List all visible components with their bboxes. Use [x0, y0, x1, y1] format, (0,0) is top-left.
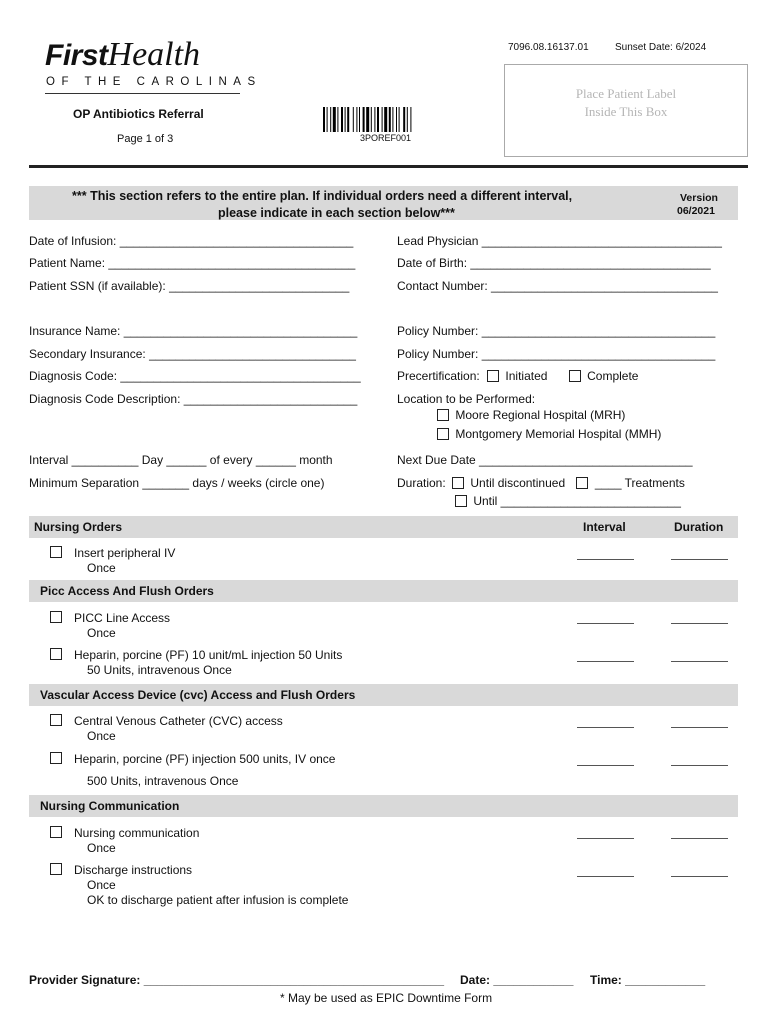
discharge-duration-line[interactable]	[671, 876, 728, 877]
next-due-date-field[interactable]: Next Due Date ________________________________	[397, 453, 693, 467]
heparin-10-duration-line[interactable]	[671, 661, 728, 662]
secondary-insurance-field[interactable]: Secondary Insurance: _______________________________	[29, 347, 356, 361]
heparin-10-title: Heparin, porcine (PF) 10 unit/mL injection 50 Units	[74, 648, 343, 662]
nursing-comm-title: Nursing communication	[74, 826, 200, 840]
picc-access-frequency: Once	[87, 626, 116, 640]
heparin-500-interval-line[interactable]	[577, 765, 634, 766]
nursing-orders-title: Nursing Orders	[34, 520, 123, 534]
label-box-line2: Inside This Box	[584, 104, 668, 119]
insurance-name-field[interactable]: Insurance Name: ___________________________________	[29, 324, 358, 338]
provider-signature-field[interactable]: Provider Signature: _____________________________________________	[29, 973, 445, 987]
discharge-frequency: Once	[87, 878, 116, 892]
picc-access-checkbox[interactable]	[50, 611, 62, 623]
location-mmh-row	[437, 427, 661, 441]
signature-time-field[interactable]: Time: ____________	[590, 973, 706, 987]
form-title: OP Antibiotics Referral	[73, 107, 204, 121]
banner-line1: *** This section refers to the entire plan. If individual orders need a different interval,	[72, 189, 573, 203]
picc-access-duration-line[interactable]	[671, 623, 728, 624]
discharge-note: OK to discharge patient after infusion is complete	[87, 893, 349, 907]
minimum-separation-field[interactable]: Minimum Separation _______ days / weeks (circle one)	[29, 476, 325, 490]
interval-column-header: Interval	[583, 520, 626, 534]
location-mrh-row	[437, 408, 625, 422]
discharge-interval-line[interactable]	[577, 876, 634, 877]
barcode	[323, 107, 457, 132]
patient-ssn-field[interactable]: Patient SSN (if available): ___________________________	[29, 279, 350, 293]
sunset-date: Sunset Date: 6/2024	[615, 42, 707, 53]
heparin-10-interval-line[interactable]	[577, 661, 634, 662]
label-box-line1: Place Patient Label	[575, 86, 677, 101]
version-label: Version	[680, 192, 718, 204]
header-rule	[29, 165, 748, 168]
epic-downtime-note: * May be used as EPIC Downtime Form	[280, 991, 493, 1005]
precert-complete-label: Complete	[587, 369, 639, 383]
cvc-access-interval-line[interactable]	[577, 727, 634, 728]
insert-iv-checkbox[interactable]	[50, 546, 62, 558]
location-mrh-checkbox[interactable]	[437, 409, 449, 421]
policy-number-field[interactable]: Policy Number: ___________________________________	[397, 324, 716, 338]
heparin-500-duration-line[interactable]	[671, 765, 728, 766]
duration-row	[397, 476, 685, 490]
logo-underline	[45, 93, 240, 94]
precertification-row	[397, 369, 638, 383]
page-indicator: Page 1 of 3	[117, 133, 174, 145]
treatments-checkbox[interactable]	[576, 477, 588, 489]
heparin-500-title: Heparin, porcine (PF) injection 500 units, IV once	[74, 752, 336, 766]
discharge-title: Discharge instructions	[74, 863, 193, 877]
picc-access-interval-line[interactable]	[577, 623, 634, 624]
precertification-label: Precertification:	[397, 369, 480, 383]
logo-health: Health	[107, 36, 201, 73]
secondary-policy-number-field[interactable]: Policy Number: ___________________________________	[397, 347, 716, 361]
lead-physician-field[interactable]: Lead Physician ____________________________________	[397, 234, 722, 248]
version-value: 06/2021	[677, 205, 715, 217]
nursing-orders-header	[29, 516, 738, 538]
insert-iv-duration-line[interactable]	[671, 559, 728, 560]
patient-name-field[interactable]: Patient Name: _____________________________________	[29, 256, 356, 270]
nursing-comm-checkbox[interactable]	[50, 826, 62, 838]
diagnosis-description-field[interactable]: Diagnosis Code Description: __________________________	[29, 392, 358, 406]
form-number: 7096.08.16137.01	[508, 42, 589, 53]
location-mmh-label: Montgomery Memorial Hospital (MMH)	[455, 427, 662, 441]
discharge-checkbox[interactable]	[50, 863, 62, 875]
interval-field[interactable]: Interval __________ Day ______ of every ______ month	[29, 453, 333, 467]
precert-initiated-label: Initiated	[505, 369, 548, 383]
cvc-access-frequency: Once	[87, 729, 116, 743]
precert-complete-checkbox[interactable]	[569, 370, 581, 382]
picc-section-title: Picc Access And Flush Orders	[40, 584, 214, 598]
insert-iv-title: Insert peripheral IV	[74, 546, 176, 560]
logo	[45, 36, 200, 76]
heparin-500-detail: 500 Units, intravenous Once	[87, 774, 239, 788]
barcode-text: 3POREF001	[360, 133, 412, 143]
insert-iv-frequency: Once	[87, 561, 116, 575]
diagnosis-code-field[interactable]: Diagnosis Code: ____________________________________	[29, 369, 361, 383]
location-mmh-checkbox[interactable]	[437, 428, 449, 440]
date-of-infusion-field[interactable]: Date of Infusion: ___________________________________	[29, 234, 354, 248]
nursing-comm-frequency: Once	[87, 841, 116, 855]
until-label: Until ___________________________	[473, 494, 681, 508]
nursing-comm-duration-line[interactable]	[671, 838, 728, 839]
cvc-access-checkbox[interactable]	[50, 714, 62, 726]
precert-initiated-checkbox[interactable]	[487, 370, 499, 382]
treatments-label: ____ Treatments	[594, 476, 685, 490]
location-label: Location to be Performed:	[397, 392, 536, 406]
insert-iv-interval-line[interactable]	[577, 559, 634, 560]
until-discontinued-checkbox[interactable]	[452, 477, 464, 489]
heparin-10-checkbox[interactable]	[50, 648, 62, 660]
nursing-comm-interval-line[interactable]	[577, 838, 634, 839]
logo-first: First	[45, 39, 108, 72]
signature-date-field[interactable]: Date: ____________	[460, 973, 574, 987]
heparin-500-checkbox[interactable]	[50, 752, 62, 764]
picc-access-title: PICC Line Access	[74, 611, 171, 625]
heparin-10-detail: 50 Units, intravenous Once	[87, 663, 232, 677]
duration-column-header: Duration	[674, 520, 724, 534]
barcode-graphic	[323, 107, 457, 132]
cvc-access-title: Central Venous Catheter (CVC) access	[74, 714, 283, 728]
location-mrh-label: Moore Regional Hospital (MRH)	[455, 408, 626, 422]
vascular-section-title: Vascular Access Device (cvc) Access and Flush Orders	[40, 688, 356, 702]
contact-number-field[interactable]: Contact Number: __________________________________	[397, 279, 718, 293]
until-checkbox[interactable]	[455, 495, 467, 507]
nursing-communication-title: Nursing Communication	[40, 799, 180, 813]
patient-label-box	[504, 64, 748, 157]
duration-label: Duration:	[397, 476, 446, 490]
logo-subtitle: OF THE CAROLINAS	[46, 76, 262, 88]
cvc-access-duration-line[interactable]	[671, 727, 728, 728]
banner-line2: please indicate in each section below***	[218, 206, 455, 220]
until-discontinued-label: Until discontinued	[470, 476, 566, 490]
date-of-birth-field[interactable]: Date of Birth: ____________________________________	[397, 256, 711, 270]
until-row	[455, 494, 681, 508]
